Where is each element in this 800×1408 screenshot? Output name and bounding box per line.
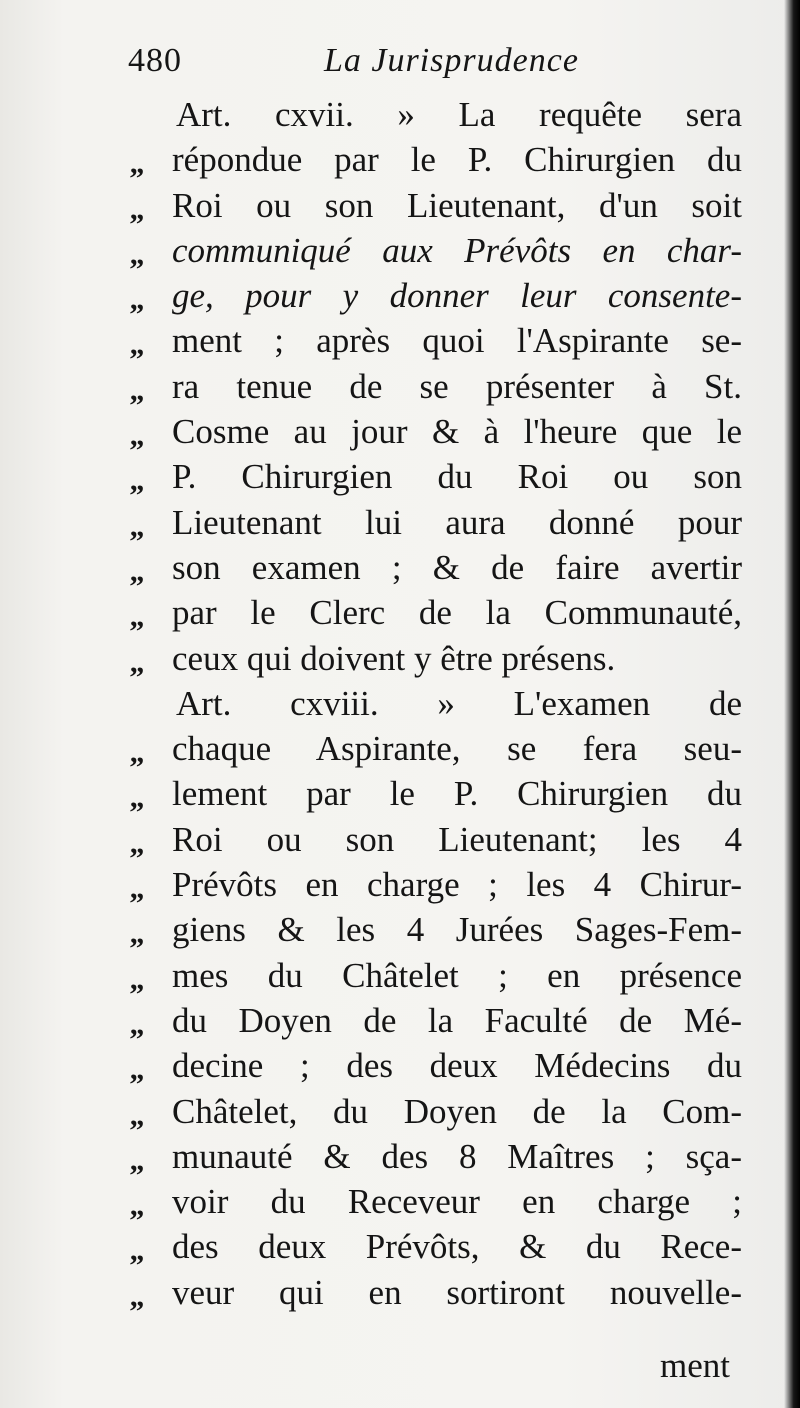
quote-marker: ,, bbox=[130, 554, 143, 588]
line-text: Cosme au jour & à l'heure que le bbox=[172, 412, 742, 452]
text-line bbox=[130, 726, 742, 771]
line-text: ceux qui doivent y être présens. bbox=[172, 638, 616, 678]
text-line bbox=[130, 771, 742, 816]
text-line bbox=[130, 590, 742, 635]
quote-marker: ,, bbox=[130, 419, 143, 453]
quote-marker: ,, bbox=[130, 373, 143, 407]
line-text: mes du Châtelet ; en présence bbox=[172, 955, 742, 995]
quote-marker: ,, bbox=[130, 283, 143, 317]
text-line bbox=[130, 1134, 742, 1179]
quote-marker: ,, bbox=[130, 917, 143, 951]
quote-marker: ,, bbox=[130, 872, 143, 906]
line-text: par le Clerc de la Communauté, bbox=[172, 593, 742, 633]
page-header bbox=[128, 42, 640, 92]
page-number: 480 bbox=[128, 42, 182, 79]
text-line bbox=[130, 500, 742, 545]
text-line bbox=[130, 364, 742, 409]
quote-marker: ,, bbox=[130, 1143, 143, 1177]
quote-marker: ,, bbox=[130, 645, 143, 679]
text-line bbox=[130, 1224, 742, 1269]
line-text: répondue par le P. Chirurgien du bbox=[172, 140, 742, 180]
line-text: voir du Receveur en charge ; bbox=[172, 1182, 742, 1222]
text-line bbox=[130, 1043, 742, 1088]
line-text: lement par le P. Chirurgien du bbox=[172, 774, 742, 814]
quote-marker: ,, bbox=[130, 237, 143, 271]
text-line bbox=[130, 228, 742, 273]
text-line bbox=[130, 454, 742, 499]
text-line bbox=[130, 92, 742, 137]
text-line bbox=[130, 636, 742, 681]
line-text: giens & les 4 Jurées Sages-Fem- bbox=[172, 910, 742, 950]
line-text: munauté & des 8 Maîtres ; sça- bbox=[172, 1136, 742, 1176]
text-line bbox=[130, 681, 742, 726]
page-edge-shadow bbox=[784, 0, 800, 1408]
quote-marker: ,, bbox=[130, 600, 143, 634]
quote-marker: ,, bbox=[130, 1053, 143, 1087]
line-text: Lieutenant lui aura donné pour bbox=[172, 502, 742, 542]
line-text: Châtelet, du Doyen de la Com- bbox=[172, 1091, 742, 1131]
text-line bbox=[130, 273, 742, 318]
line-text: Art. cxvii. » La requête sera bbox=[176, 95, 742, 134]
text-line bbox=[130, 137, 742, 182]
quote-marker: ,, bbox=[130, 1234, 143, 1268]
quote-marker: ,, bbox=[130, 826, 143, 860]
quote-marker: ,, bbox=[130, 464, 143, 498]
line-text: Art. cxviii. » L'examen de bbox=[176, 683, 742, 723]
text-line bbox=[130, 183, 742, 228]
text-line bbox=[130, 907, 742, 952]
text-line bbox=[130, 545, 742, 590]
line-text: veur qui en sortiront nouvelle- bbox=[172, 1272, 742, 1312]
line-text: decine ; des deux Médecins du bbox=[172, 1046, 742, 1086]
text-line bbox=[130, 409, 742, 454]
text-line bbox=[130, 817, 742, 862]
quote-marker: ,, bbox=[130, 192, 143, 226]
line-text: Roi ou son Lieutenant, d'un soit bbox=[172, 185, 742, 225]
text-line bbox=[130, 953, 742, 998]
quote-marker: ,, bbox=[130, 1098, 143, 1132]
line-text: chaque Aspirante, se fera seu- bbox=[172, 729, 742, 769]
line-text: des deux Prévôts, & du Rece- bbox=[172, 1227, 742, 1267]
quote-marker: ,, bbox=[130, 736, 143, 770]
line-text: Roi ou son Lieutenant; les 4 bbox=[172, 819, 742, 859]
quote-marker: ,, bbox=[130, 328, 143, 362]
body-text bbox=[130, 92, 742, 1315]
text-line bbox=[130, 318, 742, 363]
quote-marker: ,, bbox=[130, 509, 143, 543]
line-text: son examen ; & de faire avertir bbox=[172, 547, 742, 587]
text-line bbox=[130, 1179, 742, 1224]
running-title: La Jurisprudence bbox=[324, 42, 579, 79]
quote-marker: ,, bbox=[130, 1007, 143, 1041]
line-text: P. Chirurgien du Roi ou son bbox=[172, 457, 742, 497]
text-line bbox=[130, 862, 742, 907]
text-line bbox=[130, 998, 742, 1043]
line-text: ra tenue de se présenter à St. bbox=[172, 366, 742, 406]
text-line bbox=[130, 1089, 742, 1134]
line-text: ge, pour y donner leur consente- bbox=[172, 276, 742, 316]
quote-marker: ,, bbox=[130, 147, 143, 181]
line-text: du Doyen de la Faculté de Mé- bbox=[172, 1000, 742, 1040]
line-text: communiqué aux Prévôts en char- bbox=[172, 230, 742, 270]
quote-marker: ,, bbox=[130, 962, 143, 996]
quote-marker: ,, bbox=[130, 1189, 143, 1223]
quote-marker: ,, bbox=[130, 1279, 143, 1313]
catchword: ment bbox=[660, 1346, 730, 1385]
line-text: ment ; après quoi l'Aspirante se- bbox=[172, 321, 742, 361]
quote-marker: ,, bbox=[130, 781, 143, 815]
text-line bbox=[130, 1270, 742, 1315]
line-text: Prévôts en charge ; les 4 Chirur- bbox=[172, 865, 742, 905]
